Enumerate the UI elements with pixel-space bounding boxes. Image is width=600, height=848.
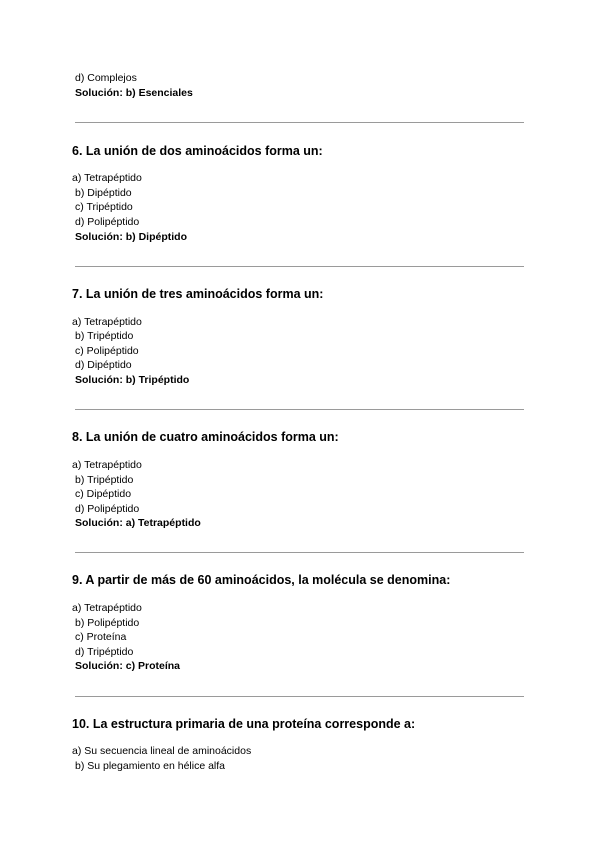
q8-solution: Solución: a) Tetrapéptido [75, 517, 201, 529]
q8-option-d: d) Polipéptido [75, 503, 140, 515]
q9-title: 9. A partir de más de 60 aminoácidos, la molécula se denomina: [72, 573, 451, 587]
q9-solution: Solución: c) Proteína [75, 660, 181, 672]
q9-option-c: c) Proteína [75, 631, 127, 643]
divider [75, 409, 524, 410]
q7-option-b: b) Tripéptido [75, 330, 134, 342]
q8-option-c: c) Dipéptido [75, 488, 132, 500]
q5-option-d: d) Complejos [75, 72, 137, 84]
q6-option-b: b) Dipéptido [75, 187, 132, 199]
divider [75, 696, 524, 697]
q10-title: 10. La estructura primaria de una proteína corresponde a: [72, 717, 416, 731]
divider [75, 122, 524, 123]
q6-option-d: d) Polipéptido [75, 216, 140, 228]
q8-option-b: b) Tripéptido [75, 474, 134, 486]
q7-title: 7. La unión de tres aminoácidos forma un: [72, 287, 324, 301]
q6-option-a: a) Tetrapéptido [72, 172, 142, 184]
q10-option-a: a) Su secuencia lineal de aminoácidos [72, 745, 252, 757]
q9-option-b: b) Polipéptido [75, 617, 140, 629]
q6-solution: Solución: b) Dipéptido [75, 231, 187, 243]
q7-option-d: d) Dipéptido [75, 359, 132, 371]
q9-option-d: d) Tripéptido [75, 646, 134, 658]
q7-option-c: c) Polipéptido [75, 345, 139, 357]
divider [75, 552, 524, 553]
divider [75, 266, 524, 267]
q10-option-b: b) Su plegamiento en hélice alfa [75, 760, 226, 772]
q5-solution: Solución: b) Esenciales [75, 87, 193, 99]
q6-option-c: c) Tripéptido [75, 201, 133, 213]
q6-title: 6. La unión de dos aminoácidos forma un: [72, 144, 323, 158]
q9-option-a: a) Tetrapéptido [72, 602, 142, 614]
q8-title: 8. La unión de cuatro aminoácidos forma un: [72, 430, 339, 444]
q8-option-a: a) Tetrapéptido [72, 459, 142, 471]
q7-option-a: a) Tetrapéptido [72, 316, 142, 328]
q7-solution: Solución: b) Tripéptido [75, 374, 190, 386]
